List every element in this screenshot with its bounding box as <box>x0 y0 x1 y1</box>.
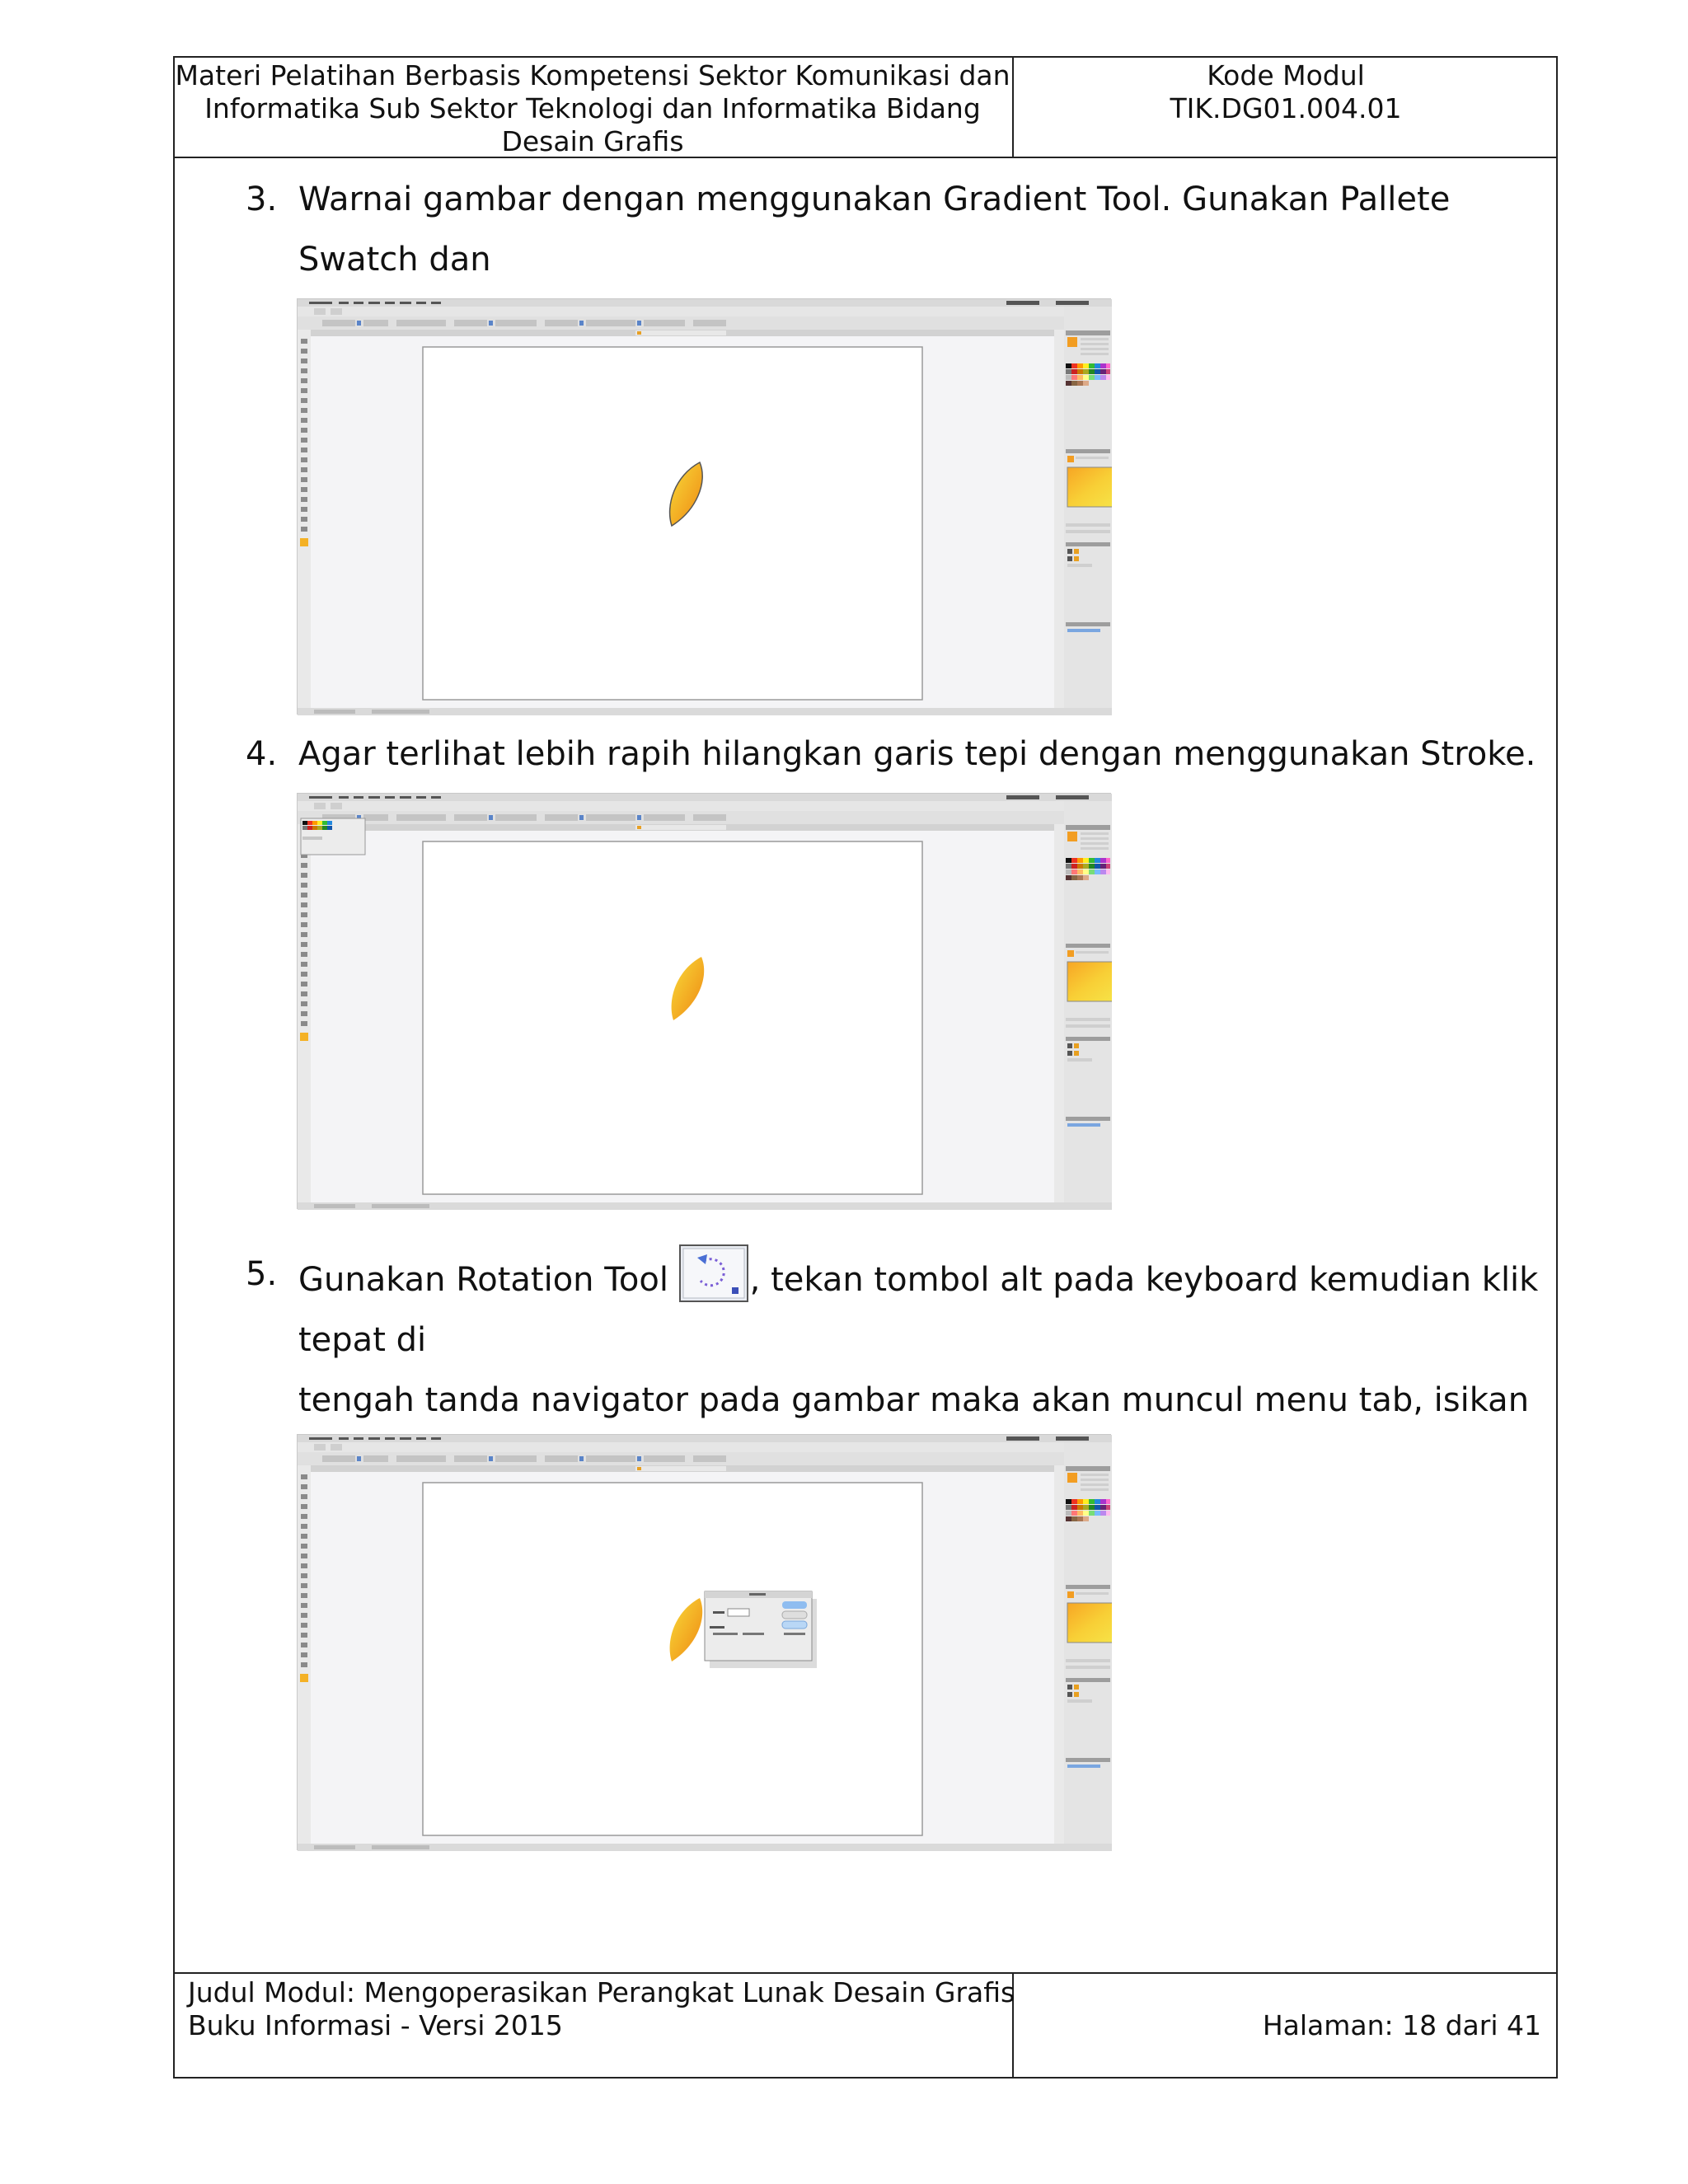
step-number: 4. <box>246 735 278 773</box>
step-text-line-with-icon <box>298 1244 1551 1371</box>
footer-divider <box>173 1972 1558 1974</box>
footer-title: Judul Modul: Mengoperasikan Perangkat Lunak Desain Grafis <box>188 1976 1015 2008</box>
screenshot-rotate-dialog <box>297 1434 1111 1850</box>
header-code-value: TIK.DG01.004.01 <box>1170 92 1402 124</box>
rotate-tool-icon <box>679 1244 748 1302</box>
rotate-dialog <box>705 1591 817 1668</box>
header-module-title <box>173 56 1014 158</box>
illustrator-window <box>298 299 1112 715</box>
step-text-line: Warnai gambar dengan menggunakan Gradient Tool. Gunakan Pallete Swatch dan <box>298 180 1451 279</box>
footer-page-number: Halaman: 18 dari 41 <box>1262 2009 1541 2041</box>
step-text-segment: Gunakan Rotation Tool <box>298 1261 668 1299</box>
screenshot-stroke <box>297 793 1111 1209</box>
step-text-line: Agar terlihat lebih rapih hilangkan garis tepi dengan menggunakan Stroke. <box>298 735 1536 773</box>
step-number: 5. <box>246 1255 278 1293</box>
header-title-line-1: Materi Pelatihan Berbasis Kompetensi Sektor Komunikasi dan <box>175 59 1010 91</box>
footer-module-info <box>188 1976 1015 2042</box>
header-title-line-3: Desain Grafis <box>501 125 684 157</box>
step-text-line: tengah tanda navigator pada gambar maka akan muncul menu tab, isikan <box>298 1381 1530 1419</box>
footer-subtitle: Buku Informasi - Versi 2015 <box>188 2009 563 2041</box>
header-title-line-2: Informatika Sub Sektor Teknologi dan Informatika Bidang <box>204 92 981 124</box>
step-text <box>298 724 1551 785</box>
step-text-segment: , tekan tombol alt pada keyboard kemudian klik tepat di <box>298 1261 1539 1359</box>
illustrator-window <box>298 794 1112 1210</box>
header-code-label: Kode Modul <box>1207 59 1365 91</box>
header-module-code <box>1014 56 1558 158</box>
screenshot-gradient-tool <box>297 298 1111 715</box>
illustrator-window <box>298 1435 1112 1851</box>
step-number: 3. <box>246 180 278 218</box>
